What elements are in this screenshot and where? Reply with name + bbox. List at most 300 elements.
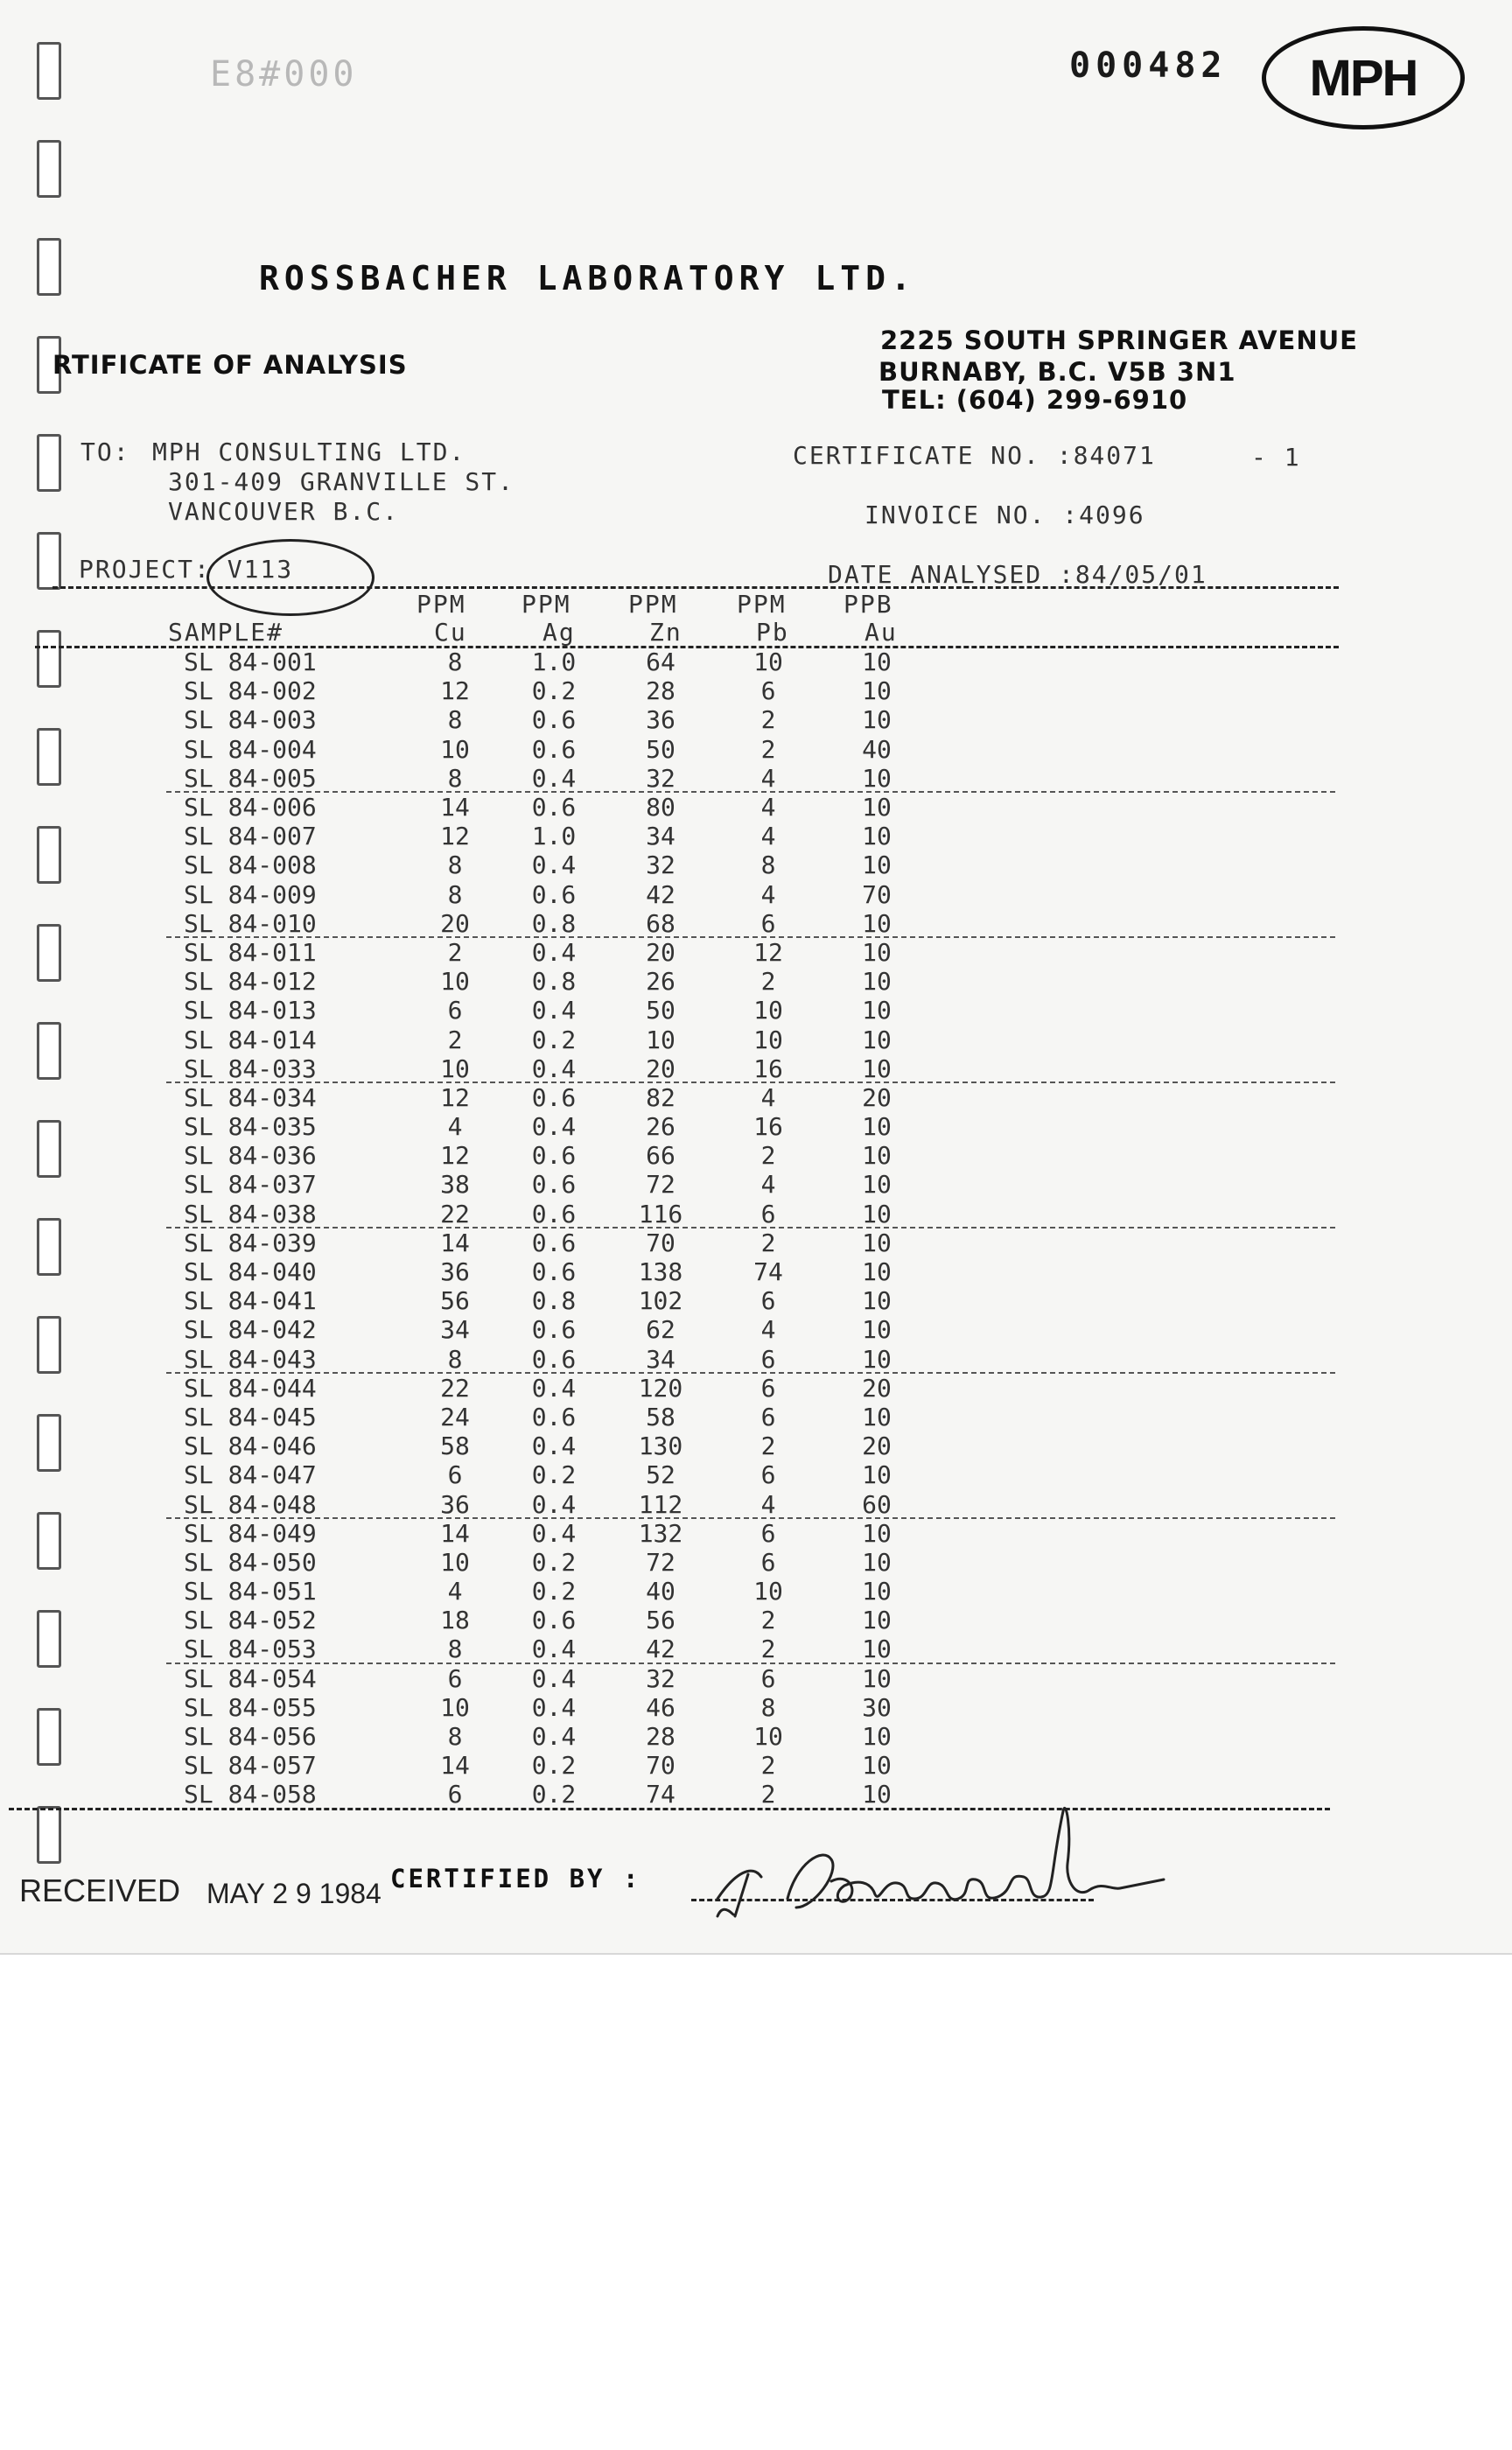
au-value-cell: 20 xyxy=(862,1082,892,1112)
pb-value-cell: 74 xyxy=(753,1257,783,1287)
ag-value-cell: 0.8 xyxy=(531,908,577,938)
sample-id-cell: SL 84-005 xyxy=(184,763,317,793)
punch-hole xyxy=(37,630,61,688)
pb-value-cell: 6 xyxy=(760,1199,776,1228)
cu-value-cell: 10 xyxy=(440,1054,470,1083)
au-value-cell: 10 xyxy=(862,1344,892,1374)
cu-value-cell: 58 xyxy=(440,1432,470,1461)
au-value-cell: 10 xyxy=(862,1257,892,1287)
zn-value-cell: 32 xyxy=(646,850,676,880)
pb-value-cell: 4 xyxy=(760,822,776,851)
au-value-cell: 10 xyxy=(862,1460,892,1490)
ag-value-cell: 0.4 xyxy=(531,1663,577,1693)
ag-value-cell: 0.6 xyxy=(531,1606,577,1635)
pb-value-cell: 6 xyxy=(760,908,776,938)
au-value-cell: 40 xyxy=(862,734,892,764)
table-row xyxy=(184,1432,931,1460)
sample-id-cell: SL 84-040 xyxy=(184,1257,317,1287)
sample-id-cell: SL 84-037 xyxy=(184,1170,317,1200)
unit-pb: PPM xyxy=(737,590,787,619)
pb-value-cell: 2 xyxy=(760,1780,776,1810)
punch-hole xyxy=(37,826,61,884)
ag-value-cell: 0.4 xyxy=(531,1722,577,1752)
table-row xyxy=(184,1228,931,1257)
recipient-line-1: MPH CONSULTING LTD. xyxy=(152,438,466,466)
table-row xyxy=(184,1460,931,1489)
zn-value-cell: 112 xyxy=(638,1489,683,1519)
table-row xyxy=(184,1403,931,1432)
au-value-cell: 10 xyxy=(862,1228,892,1257)
ag-value-cell: 0.4 xyxy=(531,1112,577,1142)
unit-zn: PPM xyxy=(628,590,678,619)
sample-id-cell: SL 84-050 xyxy=(184,1547,317,1577)
table-row xyxy=(184,648,931,676)
sample-id-cell: SL 84-004 xyxy=(184,734,317,764)
pb-value-cell: 2 xyxy=(760,1141,776,1171)
ag-value-cell: 0.4 xyxy=(531,1692,577,1722)
pb-value-cell: 2 xyxy=(760,1634,776,1664)
cu-value-cell: 14 xyxy=(440,1518,470,1548)
ag-value-cell: 0.2 xyxy=(531,1025,577,1054)
table-row xyxy=(184,676,931,705)
group-rule xyxy=(166,1517,1335,1519)
zn-value-cell: 50 xyxy=(646,734,676,764)
punch-hole xyxy=(37,1120,61,1178)
zn-value-cell: 120 xyxy=(638,1373,683,1403)
punch-hole xyxy=(37,1414,61,1472)
cu-value-cell: 20 xyxy=(440,908,470,938)
invoice-number: INVOICE NO. :4096 xyxy=(864,500,1145,529)
zn-value-cell: 32 xyxy=(646,1663,676,1693)
zn-value-cell: 34 xyxy=(646,822,676,851)
pb-value-cell: 16 xyxy=(753,1054,783,1083)
au-value-cell: 10 xyxy=(862,1780,892,1810)
cu-value-cell: 10 xyxy=(440,734,470,764)
laboratory-name: ROSSBACHER LABORATORY LTD. xyxy=(259,259,916,298)
punch-hole xyxy=(37,1512,61,1570)
pb-value-cell: 12 xyxy=(753,937,783,967)
sample-id-cell: SL 84-010 xyxy=(184,908,317,938)
zn-value-cell: 58 xyxy=(646,1402,676,1432)
pb-value-cell: 6 xyxy=(760,1402,776,1432)
au-value-cell: 10 xyxy=(862,822,892,851)
ag-value-cell: 0.6 xyxy=(531,1402,577,1432)
zn-value-cell: 70 xyxy=(646,1751,676,1781)
table-row xyxy=(184,1577,931,1606)
sample-id-cell: SL 84-033 xyxy=(184,1054,317,1083)
table-row xyxy=(184,1489,931,1518)
handwritten-circle xyxy=(206,539,374,616)
zn-value-cell: 20 xyxy=(646,1054,676,1083)
pb-value-cell: 10 xyxy=(753,648,783,677)
zn-value-cell: 10 xyxy=(646,1025,676,1054)
cu-value-cell: 2 xyxy=(447,1025,463,1054)
punch-hole xyxy=(37,532,61,590)
cu-value-cell: 12 xyxy=(440,822,470,851)
table-row xyxy=(184,1693,931,1722)
sample-id-cell: SL 84-046 xyxy=(184,1432,317,1461)
pb-value-cell: 2 xyxy=(760,705,776,735)
header-au: Au xyxy=(864,618,898,647)
recipient-line-3: VANCOUVER B.C. xyxy=(168,497,400,526)
sample-id-cell: SL 84-011 xyxy=(184,937,317,967)
ag-value-cell: 0.2 xyxy=(531,1577,577,1606)
au-value-cell: 10 xyxy=(862,1663,892,1693)
document-number: 000482 xyxy=(1069,46,1228,86)
ag-value-cell: 0.4 xyxy=(531,1054,577,1083)
sample-id-cell: SL 84-042 xyxy=(184,1315,317,1345)
ag-value-cell: 0.4 xyxy=(531,1432,577,1461)
zn-value-cell: 28 xyxy=(646,676,676,706)
ag-value-cell: 0.4 xyxy=(531,850,577,880)
cu-value-cell: 34 xyxy=(440,1315,470,1345)
cu-value-cell: 36 xyxy=(440,1489,470,1519)
zn-value-cell: 52 xyxy=(646,1460,676,1490)
table-row xyxy=(184,1083,931,1112)
group-rule xyxy=(166,791,1335,793)
header-cu: Cu xyxy=(434,618,467,647)
group-rule xyxy=(166,1662,1335,1664)
cu-value-cell: 4 xyxy=(447,1112,463,1142)
ag-value-cell: 0.6 xyxy=(531,793,577,822)
zn-value-cell: 26 xyxy=(646,1112,676,1142)
cu-value-cell: 22 xyxy=(440,1199,470,1228)
zn-value-cell: 32 xyxy=(646,763,676,793)
ag-value-cell: 0.6 xyxy=(531,1315,577,1345)
zn-value-cell: 132 xyxy=(638,1518,683,1548)
au-value-cell: 10 xyxy=(862,908,892,938)
ag-value-cell: 0.6 xyxy=(531,1344,577,1374)
au-value-cell: 10 xyxy=(862,1606,892,1635)
table-row xyxy=(184,1374,931,1403)
ag-value-cell: 0.4 xyxy=(531,996,577,1026)
cu-value-cell: 10 xyxy=(440,1547,470,1577)
header-zn: Zn xyxy=(649,618,682,647)
pb-value-cell: 2 xyxy=(760,734,776,764)
sample-id-cell: SL 84-006 xyxy=(184,793,317,822)
ag-value-cell: 0.6 xyxy=(531,1082,577,1112)
zn-value-cell: 28 xyxy=(646,1722,676,1752)
au-value-cell: 10 xyxy=(862,1402,892,1432)
sample-id-cell: SL 84-052 xyxy=(184,1606,317,1635)
cu-value-cell: 8 xyxy=(447,1634,463,1664)
zn-value-cell: 62 xyxy=(646,1315,676,1345)
header-sample: SAMPLE# xyxy=(168,618,284,647)
zn-value-cell: 42 xyxy=(646,1634,676,1664)
ag-value-cell: 0.6 xyxy=(531,1170,577,1200)
ag-value-cell: 1.0 xyxy=(531,648,577,677)
group-rule xyxy=(166,1082,1335,1083)
zn-value-cell: 82 xyxy=(646,1082,676,1112)
pb-value-cell: 8 xyxy=(760,850,776,880)
cu-value-cell: 8 xyxy=(447,1722,463,1752)
page-number: - 1 xyxy=(1251,443,1301,472)
pb-value-cell: 4 xyxy=(760,793,776,822)
cu-value-cell: 6 xyxy=(447,1460,463,1490)
ag-value-cell: 0.2 xyxy=(531,676,577,706)
certificate-number: CERTIFICATE NO. :84071 xyxy=(793,441,1156,470)
cu-value-cell: 12 xyxy=(440,1141,470,1171)
table-row xyxy=(184,1025,931,1054)
cu-value-cell: 24 xyxy=(440,1402,470,1432)
sample-id-cell: SL 84-039 xyxy=(184,1228,317,1257)
unit-ag: PPM xyxy=(522,590,571,619)
table-row xyxy=(184,1634,931,1663)
table-row xyxy=(184,967,931,996)
header-rule xyxy=(52,586,1339,589)
table-row xyxy=(184,1664,931,1693)
sample-id-cell: SL 84-058 xyxy=(184,1780,317,1810)
au-value-cell: 10 xyxy=(862,763,892,793)
ag-value-cell: 0.4 xyxy=(531,763,577,793)
table-row xyxy=(184,1606,931,1634)
table-row xyxy=(184,1170,931,1199)
table-row xyxy=(184,1141,931,1170)
zn-value-cell: 74 xyxy=(646,1780,676,1810)
sample-id-cell: SL 84-001 xyxy=(184,648,317,677)
sample-id-cell: SL 84-007 xyxy=(184,822,317,851)
au-value-cell: 10 xyxy=(862,1518,892,1548)
au-value-cell: 10 xyxy=(862,1054,892,1083)
table-row xyxy=(184,909,931,938)
ag-value-cell: 0.4 xyxy=(531,937,577,967)
zn-value-cell: 34 xyxy=(646,1344,676,1374)
pb-value-cell: 8 xyxy=(760,1692,776,1722)
cu-value-cell: 10 xyxy=(440,1692,470,1722)
au-value-cell: 10 xyxy=(862,1577,892,1606)
punch-hole xyxy=(37,1022,61,1080)
pb-value-cell: 10 xyxy=(753,1722,783,1752)
au-value-cell: 10 xyxy=(862,996,892,1026)
zn-value-cell: 20 xyxy=(646,937,676,967)
ag-value-cell: 0.6 xyxy=(531,1257,577,1287)
project-label: PROJECT: V113 xyxy=(79,555,294,584)
cu-value-cell: 12 xyxy=(440,676,470,706)
pb-value-cell: 6 xyxy=(760,1547,776,1577)
cu-value-cell: 14 xyxy=(440,1228,470,1257)
zn-value-cell: 102 xyxy=(638,1286,683,1316)
zn-value-cell: 66 xyxy=(646,1141,676,1171)
ag-value-cell: 0.4 xyxy=(531,1489,577,1519)
ag-value-cell: 0.4 xyxy=(531,1518,577,1548)
mph-logo xyxy=(1262,26,1465,130)
zn-value-cell: 72 xyxy=(646,1170,676,1200)
ag-value-cell: 0.6 xyxy=(531,1199,577,1228)
ag-value-cell: 0.8 xyxy=(531,967,577,997)
zn-value-cell: 116 xyxy=(638,1199,683,1228)
ag-value-cell: 0.4 xyxy=(531,1634,577,1664)
au-value-cell: 10 xyxy=(862,1025,892,1054)
au-value-cell: 10 xyxy=(862,1634,892,1664)
ag-value-cell: 0.2 xyxy=(531,1751,577,1781)
pb-value-cell: 10 xyxy=(753,1025,783,1054)
au-value-cell: 20 xyxy=(862,1432,892,1461)
table-row xyxy=(184,705,931,734)
sample-id-cell: SL 84-014 xyxy=(184,1025,317,1054)
au-value-cell: 30 xyxy=(862,1692,892,1722)
table-row xyxy=(184,938,931,967)
sample-id-cell: SL 84-047 xyxy=(184,1460,317,1490)
zn-value-cell: 40 xyxy=(646,1577,676,1606)
pb-value-cell: 2 xyxy=(760,967,776,997)
received-date: MAY 2 9 1984 xyxy=(206,1878,382,1909)
ag-value-cell: 0.4 xyxy=(531,1373,577,1403)
punch-hole xyxy=(37,1708,61,1766)
au-value-cell: 10 xyxy=(862,850,892,880)
table-row xyxy=(184,1548,931,1577)
ag-value-cell: 0.6 xyxy=(531,734,577,764)
punch-hole xyxy=(37,1806,61,1864)
pb-value-cell: 4 xyxy=(760,879,776,909)
zn-value-cell: 130 xyxy=(638,1432,683,1461)
au-value-cell: 10 xyxy=(862,648,892,677)
punch-hole xyxy=(37,924,61,982)
cu-value-cell: 12 xyxy=(440,1082,470,1112)
certified-by-label: CERTIFIED BY : xyxy=(390,1864,641,1894)
sample-id-cell: SL 84-051 xyxy=(184,1577,317,1606)
cu-value-cell: 8 xyxy=(447,879,463,909)
unit-cu: PPM xyxy=(416,590,466,619)
au-value-cell: 10 xyxy=(862,967,892,997)
au-value-cell: 10 xyxy=(862,937,892,967)
certificate-title: RTIFICATE OF ANALYSIS xyxy=(52,350,408,380)
sample-id-cell: SL 84-048 xyxy=(184,1489,317,1519)
group-rule xyxy=(166,936,1335,938)
table-row xyxy=(184,735,931,764)
pb-value-cell: 6 xyxy=(760,1344,776,1374)
table-row xyxy=(184,1112,931,1141)
sample-id-cell: SL 84-003 xyxy=(184,705,317,735)
au-value-cell: 10 xyxy=(862,1547,892,1577)
cu-value-cell: 14 xyxy=(440,793,470,822)
au-value-cell: 10 xyxy=(862,705,892,735)
cu-value-cell: 10 xyxy=(440,967,470,997)
sample-id-cell: SL 84-038 xyxy=(184,1199,317,1228)
ag-value-cell: 0.6 xyxy=(531,705,577,735)
logo-text: MPH xyxy=(1309,49,1418,107)
zn-value-cell: 80 xyxy=(646,793,676,822)
punch-hole xyxy=(37,238,61,296)
sample-id-cell: SL 84-054 xyxy=(184,1663,317,1693)
punch-hole xyxy=(37,140,61,198)
zn-value-cell: 46 xyxy=(646,1692,676,1722)
header-ag: Ag xyxy=(542,618,576,647)
table-row xyxy=(184,822,931,850)
table-row xyxy=(184,1054,931,1083)
table-row xyxy=(184,1345,931,1374)
sample-id-cell: SL 84-053 xyxy=(184,1634,317,1664)
pb-value-cell: 4 xyxy=(760,1315,776,1345)
punch-hole xyxy=(37,728,61,786)
sample-id-cell: SL 84-041 xyxy=(184,1286,317,1316)
sample-id-cell: SL 84-012 xyxy=(184,967,317,997)
au-value-cell: 10 xyxy=(862,1170,892,1200)
pb-value-cell: 4 xyxy=(760,1170,776,1200)
ag-value-cell: 0.6 xyxy=(531,1228,577,1257)
punch-hole xyxy=(37,434,61,492)
sample-id-cell: SL 84-034 xyxy=(184,1082,317,1112)
zn-value-cell: 36 xyxy=(646,705,676,735)
table-row xyxy=(184,1722,931,1751)
table-row xyxy=(184,880,931,909)
sample-id-cell: SL 84-043 xyxy=(184,1344,317,1374)
table-row xyxy=(184,1519,931,1548)
pb-value-cell: 2 xyxy=(760,1228,776,1257)
cu-value-cell: 8 xyxy=(447,1344,463,1374)
au-value-cell: 70 xyxy=(862,879,892,909)
cu-value-cell: 38 xyxy=(440,1170,470,1200)
pb-value-cell: 6 xyxy=(760,1286,776,1316)
received-stamp: RECEIVED xyxy=(19,1872,181,1908)
sample-id-cell: SL 84-013 xyxy=(184,996,317,1026)
address-line-1: 2225 SOUTH SPRINGER AVENUE xyxy=(880,326,1358,355)
unit-au: PPB xyxy=(844,590,893,619)
pb-value-cell: 10 xyxy=(753,1577,783,1606)
pb-value-cell: 4 xyxy=(760,763,776,793)
cu-value-cell: 8 xyxy=(447,763,463,793)
table-row xyxy=(184,1315,931,1344)
group-rule xyxy=(166,1227,1335,1228)
table-row xyxy=(184,793,931,822)
table-row xyxy=(184,1257,931,1286)
table-row xyxy=(184,850,931,879)
cu-value-cell: 8 xyxy=(447,850,463,880)
zn-value-cell: 56 xyxy=(646,1606,676,1635)
au-value-cell: 60 xyxy=(862,1489,892,1519)
zn-value-cell: 50 xyxy=(646,996,676,1026)
cu-value-cell: 56 xyxy=(440,1286,470,1316)
pb-value-cell: 6 xyxy=(760,1663,776,1693)
punch-hole xyxy=(37,1316,61,1374)
sample-id-cell: SL 84-045 xyxy=(184,1402,317,1432)
au-value-cell: 10 xyxy=(862,1112,892,1142)
table-row xyxy=(184,764,931,793)
cu-value-cell: 6 xyxy=(447,996,463,1026)
punch-hole xyxy=(37,1218,61,1276)
au-value-cell: 10 xyxy=(862,676,892,706)
sample-id-cell: SL 84-057 xyxy=(184,1751,317,1781)
au-value-cell: 10 xyxy=(862,1722,892,1752)
pb-value-cell: 6 xyxy=(760,1518,776,1548)
cu-value-cell: 8 xyxy=(447,648,463,677)
table-row xyxy=(184,1200,931,1228)
pb-value-cell: 2 xyxy=(760,1751,776,1781)
punch-hole xyxy=(37,1610,61,1668)
cu-value-cell: 2 xyxy=(447,937,463,967)
ag-value-cell: 1.0 xyxy=(531,822,577,851)
sample-id-cell: SL 84-055 xyxy=(184,1692,317,1722)
ag-value-cell: 0.6 xyxy=(531,879,577,909)
pb-value-cell: 16 xyxy=(753,1112,783,1142)
faint-doc-code: E8#000 xyxy=(210,54,358,94)
zn-value-cell: 72 xyxy=(646,1547,676,1577)
au-value-cell: 10 xyxy=(862,1751,892,1781)
pb-value-cell: 4 xyxy=(760,1082,776,1112)
au-value-cell: 10 xyxy=(862,1199,892,1228)
address-line-3: TEL: (604) 299-6910 xyxy=(882,385,1188,415)
sample-id-cell: SL 84-008 xyxy=(184,850,317,880)
pb-value-cell: 10 xyxy=(753,996,783,1026)
zn-value-cell: 68 xyxy=(646,908,676,938)
sample-id-cell: SL 84-044 xyxy=(184,1373,317,1403)
cu-value-cell: 4 xyxy=(447,1577,463,1606)
zn-value-cell: 26 xyxy=(646,967,676,997)
cu-value-cell: 6 xyxy=(447,1663,463,1693)
zn-value-cell: 138 xyxy=(638,1257,683,1287)
pb-value-cell: 6 xyxy=(760,1373,776,1403)
cu-value-cell: 36 xyxy=(440,1257,470,1287)
sample-id-cell: SL 84-035 xyxy=(184,1112,317,1142)
